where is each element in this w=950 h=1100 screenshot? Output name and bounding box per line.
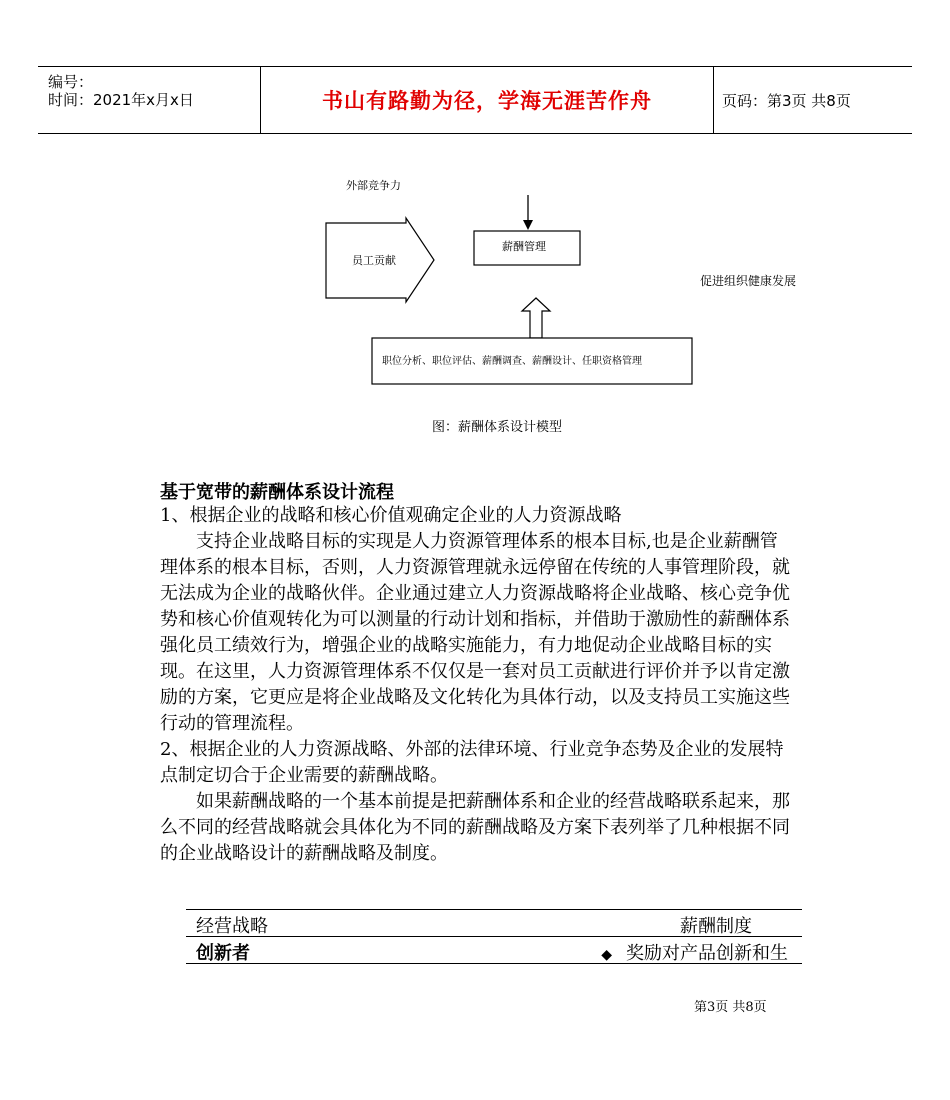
header-meta-cell	[38, 67, 260, 133]
page-label: 页码：第3页 共8页	[722, 91, 851, 110]
row-policy-cell	[601, 939, 788, 965]
salary-system-diagram	[300, 168, 820, 408]
header-page-cell	[712, 67, 912, 133]
row-strategy: 创新者	[196, 943, 250, 964]
body-block-1	[160, 503, 792, 867]
paragraph-2: 如果薪酬战略的一个基本前提是把薪酬体系和企业的经营战略联系起来，那么不同的经营战略就会具体化为不同的薪酬战略及方案下表列举了几种根据不同的企业战略设计的薪酬战略及制度。	[160, 791, 790, 864]
table-row	[186, 936, 802, 964]
step-2: 2、根据企业的人力资源战略、外部的法律环境、行业竞争态势及企业的发展特点制定切合于企业需要的薪酬战略。	[160, 739, 784, 786]
external-competitiveness-label: 外部竞争力	[346, 179, 401, 192]
external-arrow-head	[523, 220, 533, 230]
time-label: 时间：2021年x月x日	[48, 91, 194, 109]
row-policy: 奖励对产品创新和生	[626, 943, 788, 964]
salary-box-label: 薪酬管理	[502, 240, 546, 253]
strategy-table	[186, 909, 802, 964]
col-header-policy: 薪酬制度	[680, 916, 752, 937]
right-outcome-label: 促进组织健康发展	[700, 274, 797, 288]
table-header-row	[186, 909, 802, 936]
document-header	[38, 66, 912, 134]
up-arrow	[522, 298, 550, 338]
number-label: 编号：	[48, 73, 94, 91]
section-heading: 基于宽带的薪酬体系设计流程	[160, 482, 394, 503]
diagram-caption: 图：薪酬体系设计模型	[432, 420, 563, 435]
diamond-bullet-icon: ◆	[601, 947, 612, 963]
bottom-box-label: 职位分析、职位评估、薪酬调查、薪酬设计、任职资格管理	[382, 356, 642, 367]
col-header-strategy: 经营战略	[196, 916, 268, 937]
contribution-label: 员工贡献	[352, 254, 396, 267]
page-footer: 第3页 共8页	[694, 1000, 767, 1015]
step-1: 1、根据企业的战略和核心价值观确定企业的人力资源战略	[160, 505, 622, 526]
header-motto-cell	[260, 67, 714, 133]
motto: 书山有路勤为径，学海无涯苦作舟	[322, 89, 652, 113]
paragraph-1: 支持企业战略目标的实现是人力资源管理体系的根本目标,也是企业薪酬管理体系的根本目标，否则，人力资源管理就永远停留在传统的人事管理阶段，就无法成为企业的战略伙伴。企业通过建立人力资源战略将企业战略、核心竞争优势和核心价值观转化为可以测量的行动计划和指标，并借助于激励性的薪酬体系强化员工绩效行为，增强企业的战略实施能力，有力地促动企业战略目标的实现。在这里，人力资源管理体系不仅仅是一套对员工贡献进行评价并予以肯定激励的方案，它更应是将企业战略及文化转化为具体行动，以及支持员工实施这些行动的管理流程。	[160, 531, 790, 734]
